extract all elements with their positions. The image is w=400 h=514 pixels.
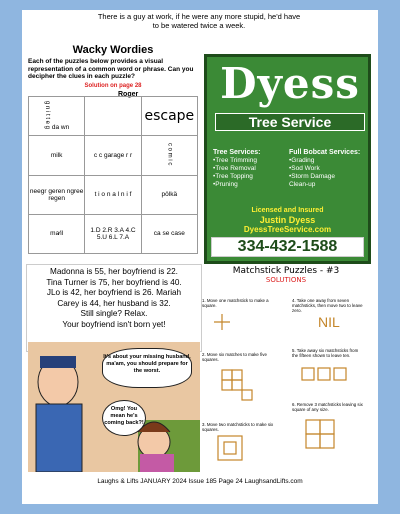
top-joke-line: to be watered twice a week. [152, 21, 246, 30]
wordie-cell: g n i t t e g da wn [29, 97, 85, 136]
ad-license: Licensed and Insured [251, 207, 324, 214]
ms-step-1: 1. Move one matchstick to make a square. [202, 298, 269, 308]
ms-title: Matchstick Puzzles - #3 [232, 266, 340, 276]
wordie-cell: ca se case [141, 214, 197, 253]
cartoon [28, 342, 200, 472]
wacky-title: Wacky Wordies [72, 44, 154, 56]
ms-step-4: 4. Take one away from seven matchsticks, then move two to leave zero. [292, 298, 363, 313]
joke-line: Your boyfriend isn't born yet! [62, 319, 166, 329]
tree-service-ad [204, 54, 371, 264]
joke-line: Carey is 44, her husband is 32. [57, 298, 171, 308]
wordie-cell: ma∕il [29, 214, 85, 253]
ad-subtitle: Tree Service [215, 113, 365, 131]
footer: Laughs & Lifts JANUARY 2024 Issue 185 Page 24 LaughsandLifts.com [97, 478, 303, 485]
joke-line: Still single? Relax. [80, 309, 148, 319]
wordie-cell [85, 97, 141, 136]
ms-step-4-answer: NIL [318, 314, 340, 330]
wordie-cell: milk [29, 136, 85, 175]
ms-step-5: 5. Take away six matchsticks from the fifteen shown to leave ten. [292, 348, 359, 358]
speech-bubble-officer: It's about your missing husband, ma'am, you should prepare for the worst. [102, 348, 192, 388]
ad-services-right: Full Bobcat Services: •Grading •Sod Work •Storm Damage Clean-up [289, 149, 361, 188]
wordie-cell: escape [141, 97, 197, 136]
joke-line: JLo is 42, her boyfriend is 26. Mariah [46, 288, 182, 298]
ad-owner: Justin Dyess [259, 215, 316, 225]
wordie-cell: 1.D 2.R 3.A 4.C 5.U 6.L 7.A [85, 214, 141, 253]
speech-bubble-woman: Omg! You mean he's coming back?! [102, 400, 146, 436]
wacky-wordies [28, 44, 198, 254]
wordie-cell: pölkä [141, 175, 197, 214]
ad-phone: 334-432-1588 [211, 237, 364, 257]
ms-step-2: 2. Move six matches to make five squares. [202, 352, 267, 362]
wordie-cell: neegr geren ngree regen [29, 175, 85, 214]
ms-solutions: SOLUTIONS [265, 276, 307, 284]
wacky-desc: Each of the puzzles below provides a visual representation of a common word or phrase. Can you decipher the clues in each puzzle? [28, 58, 194, 80]
wacky-solution: Solution on page 28 [84, 82, 142, 89]
ad-name: Dyess [220, 59, 360, 108]
matchstick-drawings [198, 266, 374, 476]
joke-line: Madonna is 55, her boyfriend is 22. [50, 267, 178, 276]
ad-website[interactable]: DyessTreeService.com [243, 225, 332, 234]
age-joke [26, 264, 202, 352]
wordie-cell: t i o n a l n i f [85, 175, 141, 214]
joke-line: Tina Turner is 75, her boyfriend is 40. [46, 277, 182, 287]
wordie-cell: c o m i c [141, 136, 197, 175]
roger-label: Roger [118, 91, 139, 98]
ad-services-left: Tree Services: •Tree Trimming •Tree Removal •Tree Topping •Pruning [213, 149, 261, 188]
matchstick-puzzles [198, 266, 374, 476]
top-joke [24, 12, 374, 44]
top-joke-line: There is a guy at work, if he were any more stupid, he'd have [97, 12, 301, 21]
ms-step-3: 3. Move two matchsticks to make six squares. [202, 422, 274, 432]
ms-step-6: 6. Remove 3 matchsticks leaving six square of any size. [292, 402, 363, 412]
wacky-grid [28, 96, 198, 254]
wordie-cell: c c garage r r [85, 136, 141, 175]
